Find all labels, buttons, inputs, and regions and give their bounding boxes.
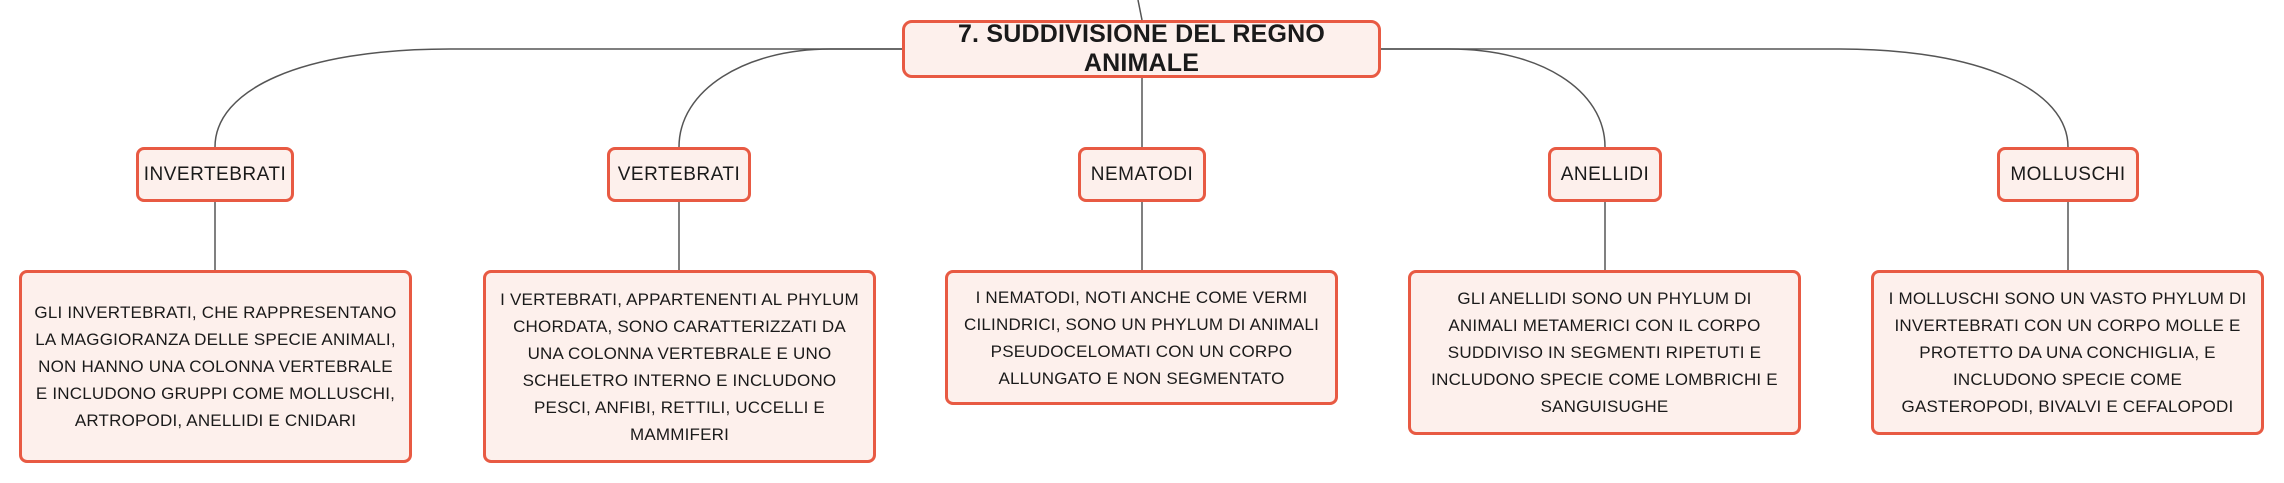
branch-label: MOLLUSCHI	[2010, 163, 2126, 185]
connector-root-vertebrati	[679, 49, 902, 147]
branch-label: INVERTEBRATI	[143, 163, 287, 185]
branch-nematodi[interactable]	[1078, 147, 1206, 202]
branch-label: NEMATODI	[1090, 163, 1194, 185]
description-nematodi[interactable]	[945, 270, 1338, 405]
branch-invertebrati[interactable]	[136, 147, 294, 202]
root-topic[interactable]	[902, 20, 1381, 78]
connector-root-anellidi	[1381, 49, 1605, 147]
description-molluschi[interactable]	[1871, 270, 2264, 435]
branch-vertebrati[interactable]	[607, 147, 751, 202]
connector-root-molluschi	[1381, 49, 2068, 147]
description-text: I VERTEBRATI, APPARTENENTI AL PHYLUM CHORDATA, SONO CARATTERIZZATI DA UNA COLONNA VERTEBRALE E UNO SCHELETRO INTERNO E INCLUDONO PESCI, ANFIBI, RETTILI, UCCELLI E MAMMIFERI	[500, 289, 859, 444]
description-vertebrati[interactable]	[483, 270, 876, 463]
branch-anellidi[interactable]	[1548, 147, 1662, 202]
description-text: GLI INVERTEBRATI, CHE RAPPRESENTANO LA MAGGIORANZA DELLE SPECIE ANIMALI, NON HANNO UNA COLONNA VERTEBRALE E INCLUDONO GRUPPI COME MOLLUSCHI, ARTROPODI, ANELLIDI E CNIDARI	[34, 303, 397, 430]
connector-parent	[1138, 0, 1142, 20]
description-text: GLI ANELLIDI SONO UN PHYLUM DI ANIMALI METAMERICI CON IL CORPO SUDDIVISO IN SEGMENTI RIPETUTI E INCLUDONO SPECIE COME LOMBRICHI E SANGUISUGHE	[1431, 289, 1778, 416]
branch-molluschi[interactable]	[1997, 147, 2139, 202]
description-text: I MOLLUSCHI SONO UN VASTO PHYLUM DI INVERTEBRATI CON UN CORPO MOLLE E PROTETTO DA UNA CONCHIGLIA, E INCLUDONO SPECIE COME GASTEROPODI, BIVALVI E CEFALOPODI	[1888, 289, 2247, 416]
root-title: 7. SUDDIVISIONE DEL REGNO ANIMALE	[957, 20, 1326, 77]
description-text: I NEMATODI, NOTI ANCHE COME VERMI CILINDRICI, SONO UN PHYLUM DI ANIMALI PSEUDOCELOMATI CON UN CORPO ALLUNGATO E NON SEGMENTATO	[963, 287, 1319, 388]
description-anellidi[interactable]	[1408, 270, 1801, 435]
branch-label: VERTEBRATI	[617, 163, 741, 185]
description-invertebrati[interactable]	[19, 270, 412, 463]
connector-root-invertebrati	[215, 49, 902, 147]
branch-label: ANELLIDI	[1560, 163, 1650, 185]
